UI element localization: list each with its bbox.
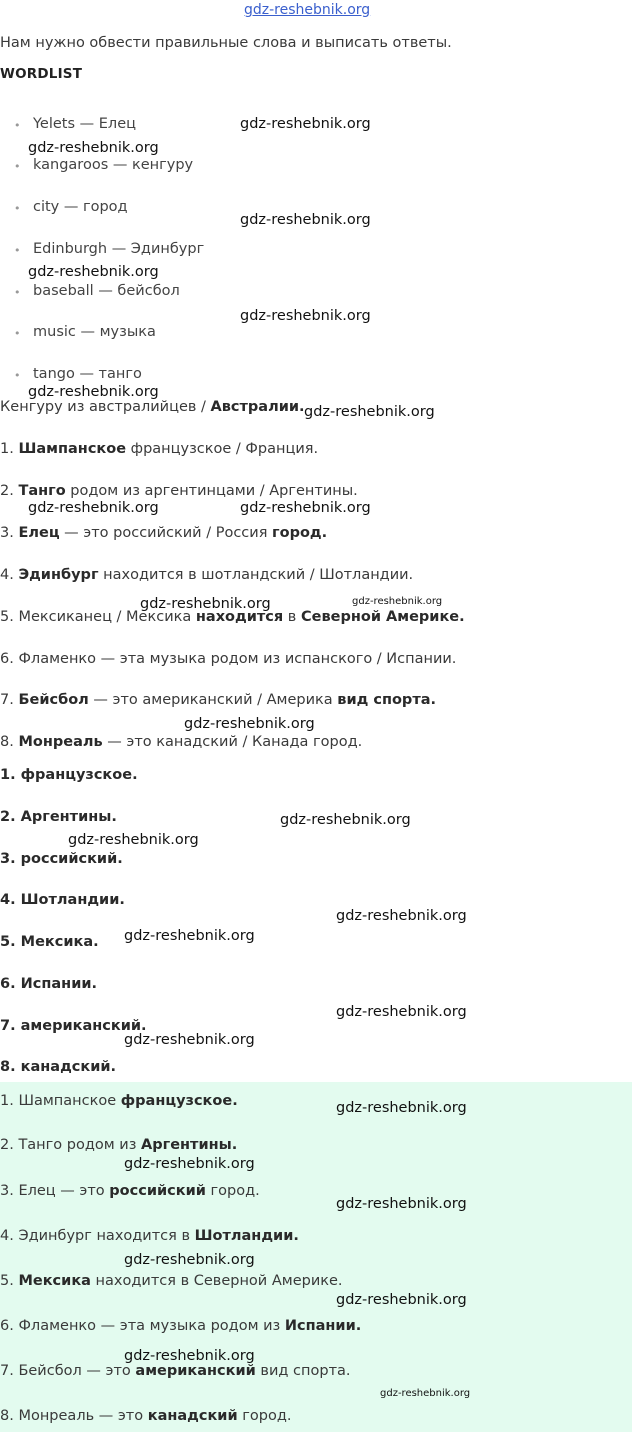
final-line-segment: 6. Фламенко — эта музыка родом из [0, 1318, 285, 1334]
watermark-text: gdz-reshebnik.org [352, 596, 443, 607]
final-line-segment: 1. Шампанское [0, 1093, 121, 1109]
task-line [0, 650, 456, 668]
final-line-segment: российский [109, 1183, 206, 1199]
bullet-icon: • [14, 119, 21, 132]
task-line-segment: — это канадский / Канада город. [102, 734, 363, 750]
task-line [0, 566, 413, 584]
final-line-segment: 2. Танго родом из [0, 1137, 142, 1153]
task-line-segment: Северной Америке. [300, 609, 465, 625]
task-line [0, 733, 362, 751]
final-line-segment: находится в Северной Америке. [90, 1273, 343, 1289]
task-line [0, 691, 436, 709]
task-line-segment: 4. [0, 567, 19, 583]
answer-item: 3. российский. [0, 851, 123, 867]
watermark-text: gdz-reshebnik.org [336, 1004, 467, 1020]
task-line-segment: Монреаль [18, 734, 103, 750]
watermark-text: gdz-reshebnik.org [240, 212, 371, 228]
task-line [0, 482, 358, 500]
final-line [0, 1272, 343, 1290]
wordlist-item: music — музыка [33, 324, 156, 340]
watermark-text: gdz-reshebnik.org [240, 116, 371, 132]
answer-item: 1. французское. [0, 767, 138, 783]
final-line-segment: вид спорта. [255, 1363, 351, 1379]
final-line-segment: французское. [120, 1093, 238, 1109]
final-line-segment: канадский [147, 1408, 238, 1424]
bullet-icon: • [14, 202, 21, 215]
task-line-segment: 2. [0, 483, 19, 499]
wordlist-item: Edinburgh — Эдинбург [33, 241, 205, 257]
wordlist-item: city — город [33, 199, 128, 215]
answer-item: 8. канадский. [0, 1059, 117, 1075]
task-line-segment: вид спорта. [337, 692, 437, 708]
watermark-text: gdz-reshebnik.org [124, 928, 255, 944]
watermark-text: gdz-reshebnik.org [336, 908, 467, 924]
final-line-segment: город. [237, 1408, 292, 1424]
watermark-text: gdz-reshebnik.org [304, 404, 435, 420]
task-line-segment: Бейсбол [18, 692, 89, 708]
bullet-icon: • [14, 244, 21, 257]
final-line [0, 1362, 351, 1380]
task-line [0, 440, 318, 458]
watermark-text: gdz-reshebnik.org [336, 1196, 467, 1212]
watermark-text: gdz-reshebnik.org [28, 500, 159, 516]
bullet-icon: • [14, 160, 21, 173]
task-line-segment: Елец [18, 525, 60, 541]
task-line-segment: в [283, 609, 301, 625]
final-line [0, 1407, 291, 1425]
task-line-segment: — это американский / Америка [88, 692, 338, 708]
final-line [0, 1136, 237, 1154]
wordlist-item: tango — танго [33, 366, 142, 382]
wordlist-item: Yelets — Елец [33, 116, 136, 132]
example-line [0, 398, 305, 416]
task-line-segment: 3. [0, 525, 19, 541]
wordlist-item: baseball — бейсбол [33, 283, 180, 299]
final-line-segment: 7. Бейсбол — это [0, 1363, 136, 1379]
task-line-segment: родом из аргентинцами / Аргентины. [65, 483, 358, 499]
bullet-icon: • [14, 327, 21, 340]
final-line-segment: 4. Эдинбург находится в [0, 1228, 195, 1244]
final-line-segment: Шотландии. [194, 1228, 299, 1244]
watermark-text: gdz-reshebnik.org [240, 308, 371, 324]
watermark-text: gdz-reshebnik.org [336, 1292, 467, 1308]
task-line-segment: 6. Фламенко — эта музыка родом из испанского / Испании. [0, 651, 457, 667]
final-line [0, 1182, 260, 1200]
watermark-top-link[interactable]: gdz-reshebnik.org [244, 2, 371, 18]
example-answer: Австралии. [210, 399, 305, 415]
final-line [0, 1317, 361, 1335]
task-line-segment: 7. [0, 692, 19, 708]
task-line-segment: 1. [0, 441, 19, 457]
watermark-text: gdz-reshebnik.org [124, 1156, 255, 1172]
watermark-text: gdz-reshebnik.org [28, 140, 159, 156]
final-line-segment: город. [205, 1183, 260, 1199]
final-line-segment: Мексика [18, 1273, 91, 1289]
watermark-text: gdz-reshebnik.org [124, 1032, 255, 1048]
final-line [0, 1092, 238, 1110]
task-line-segment: — это российский / Россия [59, 525, 273, 541]
wordlist-header: WORDLIST [0, 66, 83, 82]
watermark-text: gdz-reshebnik.org [380, 1388, 471, 1399]
answer-item: 2. Аргентины. [0, 809, 117, 825]
final-line-segment: Аргентины. [141, 1137, 238, 1153]
final-line-segment: 8. Монреаль — это [0, 1408, 148, 1424]
task-line-segment: находится [195, 609, 284, 625]
task-line [0, 524, 327, 542]
watermark-text: gdz-reshebnik.org [124, 1348, 255, 1364]
watermark-text: gdz-reshebnik.org [68, 832, 199, 848]
task-line-segment: находится в шотландский / Шотландии. [98, 567, 414, 583]
answer-item: 5. Мексика. [0, 934, 99, 950]
watermark-text: gdz-reshebnik.org [140, 596, 271, 612]
watermark-text: gdz-reshebnik.org [28, 384, 159, 400]
answer-item: 7. американский. [0, 1018, 147, 1034]
task-line-segment: Танго [18, 483, 66, 499]
task-line-segment: город. [272, 525, 328, 541]
final-line-segment: 3. Елец — это [0, 1183, 110, 1199]
task-line-segment: французское / Франция. [126, 441, 319, 457]
final-line [0, 1227, 299, 1245]
bullet-icon: • [14, 286, 21, 299]
task-line-segment: Эдинбург [18, 567, 99, 583]
intro-text: Нам нужно обвести правильные слова и выписать ответы. [0, 35, 452, 51]
task-line-segment: 5. Мексиканец / Мексика [0, 609, 196, 625]
example-text: Кенгуру из австралийцев / [0, 399, 211, 415]
watermark-text: gdz-reshebnik.org [124, 1252, 255, 1268]
final-line-segment: американский [135, 1363, 256, 1379]
answer-item: 6. Испании. [0, 976, 98, 992]
watermark-text: gdz-reshebnik.org [28, 264, 159, 280]
final-line-segment: Испании. [284, 1318, 362, 1334]
watermark-text: gdz-reshebnik.org [240, 500, 371, 516]
watermark-text: gdz-reshebnik.org [280, 812, 411, 828]
task-line-segment: Шампанское [18, 441, 127, 457]
task-line-segment: 8. [0, 734, 19, 750]
final-line-segment: 5. [0, 1273, 19, 1289]
watermark-text: gdz-reshebnik.org [336, 1100, 467, 1116]
wordlist-item: kangaroos — кенгуру [33, 157, 194, 173]
watermark-text: gdz-reshebnik.org [184, 716, 315, 732]
bullet-icon: • [14, 369, 21, 382]
answer-item: 4. Шотландии. [0, 892, 125, 908]
